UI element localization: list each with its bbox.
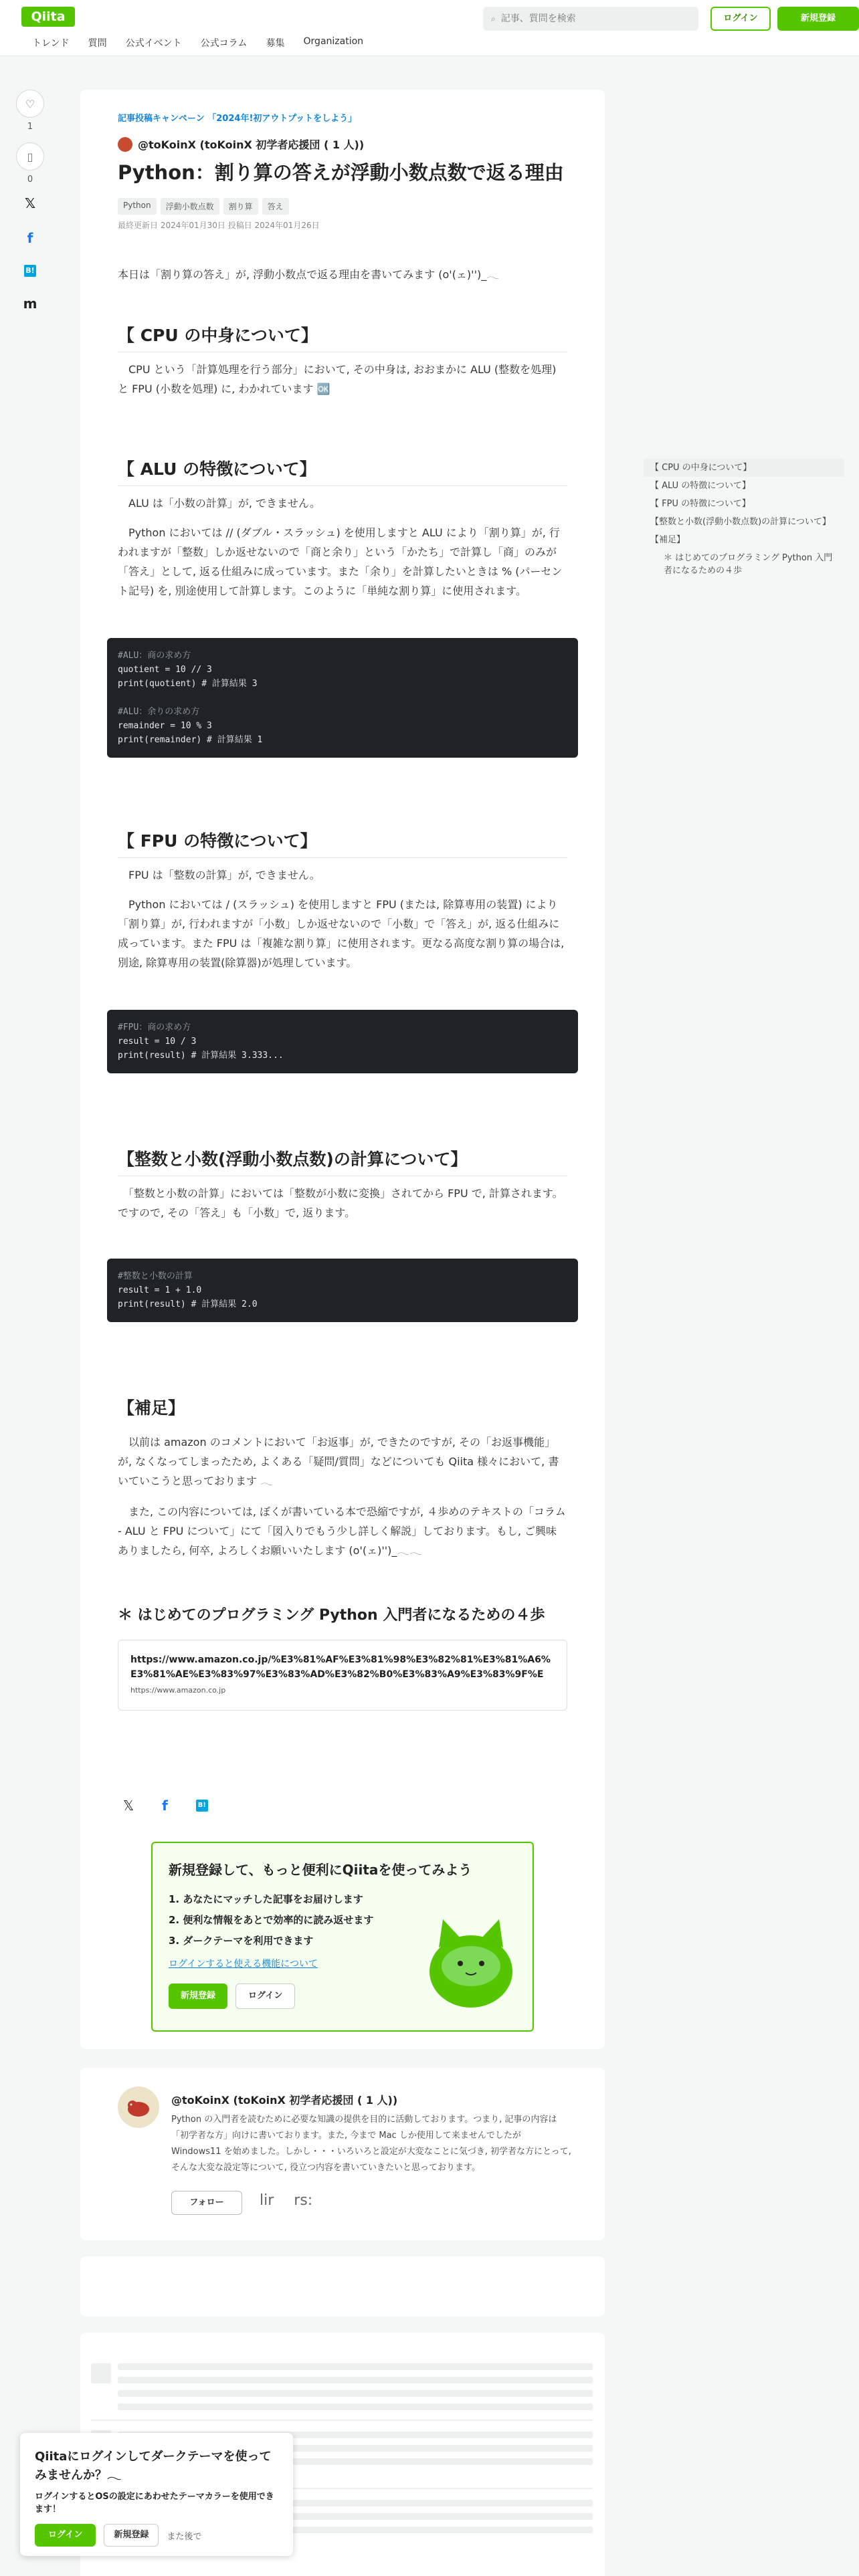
stock-icon: ▯: [27, 150, 33, 163]
author-profile-card: [80, 2068, 605, 2240]
facebook-icon[interactable]: f: [162, 1798, 168, 1814]
profile-avatar[interactable]: [118, 2086, 159, 2128]
dark-theme-toast: [20, 2433, 293, 2556]
code-line: print(quotient) # 計算結果 3: [118, 679, 258, 689]
cta-benefit: 2. 便利な情報をあとで効率的に読み返せます: [169, 1914, 374, 1926]
author-avatar[interactable]: [118, 137, 132, 152]
article-dates: 最終更新日 2024年01月30日 投稿日 2024年01月26日: [118, 221, 320, 230]
toc-item[interactable]: 【整数と小数(浮動小数点数)の計算について】: [650, 517, 831, 527]
search-input[interactable]: [501, 13, 682, 24]
toc-item[interactable]: ＊ はじめてのプログラミング Python 入門者になるための４歩: [664, 553, 833, 576]
author-name[interactable]: @toKoinX (toKoinX 初学者応援団 ( 1 人)): [138, 138, 365, 151]
toast-login-button[interactable]: ログイン: [35, 2524, 96, 2547]
hatena-icon[interactable]: B!: [196, 1800, 208, 1812]
cta-benefit: 1. あなたにマッチした記事をお届けします: [169, 1893, 363, 1905]
signup-cta: [151, 1842, 534, 2032]
heading-cpu: 【 CPU の中身について】: [118, 322, 567, 352]
tag-python[interactable]: Python: [118, 198, 157, 215]
paragraph-note-2: また, この内容については, ぼくが書いている本で恐縮ですが, ４歩めのテキストの「コラム - ALU と FPU について」にて「図入りでもう少し詳しく解説」しております。もし, ご興味ありましたら, 何卒, よろしくお願いいたします (o'(ェ)'')_𓂃𓂃: [118, 1505, 566, 1557]
nav-events[interactable]: 公式イベント: [125, 38, 182, 49]
heading-note: 【補足】: [118, 1398, 185, 1418]
action-sidebar: [13, 90, 47, 330]
qiita-mascot-illustration: [425, 1910, 516, 2010]
skeleton-line: [118, 2363, 593, 2370]
article-title: Python：割り算の答えが浮動小数点数で返る理由: [118, 161, 564, 184]
cta-buttons: [169, 1983, 295, 2009]
like-button[interactable]: [16, 90, 44, 118]
heart-icon: ♡: [25, 97, 35, 110]
cta-title: 新規登録して、もっと便利にQiitaを使ってみよう: [169, 1862, 472, 1878]
signup-button[interactable]: 新規登録: [777, 7, 859, 31]
cta-login-button[interactable]: ログイン: [235, 1983, 295, 2009]
skeleton-block: [91, 2363, 111, 2383]
toc-item[interactable]: 【 FPU の特徴について】: [650, 499, 751, 509]
nav-columns[interactable]: 公式コラム: [200, 38, 248, 49]
hatena-icon[interactable]: B!: [24, 265, 36, 277]
paragraph-note-1: 以前は amazon のコメントにおいて「お返事」が, できたのですが, その「お返事機能」が, なくなってしまったため, よくある「疑問/質問」などについても Qiita 様々において, 書いていこうと思っております 𓂃: [118, 1436, 559, 1487]
profile-links: [260, 2192, 312, 2209]
cta-signup-button[interactable]: 新規登録: [169, 1983, 227, 2009]
nav-trend[interactable]: トレンド: [32, 38, 70, 49]
profile-bio: Python の入門者を読むために必要な知識の提供を目的に活動しております。つまり, 記事の内容は「初学者な方」向けに書いております。また, 今まで Mac しか使用して来ませんでしたが Windows11 を始めました。しかし・・・いろいろと設定が大変なことに気づき, 初学者な方にとって, そんな大変な設定等について, 役立つ内容を書いていきたいと思っております。: [171, 2115, 571, 2173]
toast-buttons: [35, 2524, 201, 2547]
intro-paragraph: 本日は「割り算の答え」が, 浮動小数点で返る理由を書いてみます (o'(ェ)'')_𓂃: [118, 268, 499, 281]
code-block-mix[interactable]: [107, 1259, 578, 1322]
author-line[interactable]: [118, 136, 567, 152]
skeleton-line: [118, 2403, 593, 2410]
code-line: print(result) # 計算結果 2.0: [118, 1299, 258, 1309]
heading-alu: 【 ALU の特徴について】: [118, 456, 567, 486]
paragraph-fpu-2: Python においては / (スラッシュ) を使用しますと FPU (または, 除算専用の装置) により「割り算」が, 行われますが「小数」しか返せないので「小数」で「答え」が, 返る仕組みに成っています。また FPU は「複雑な割り算」に使用されます。更なる高度な割り算の場合は, 別途, 除算専用の装置(除算器)が処理しています。: [118, 898, 565, 969]
toc-item[interactable]: 【 CPU の中身について】: [644, 459, 844, 477]
paragraph-alu-1: ALU は「小数の計算」が, できません。: [118, 497, 320, 510]
code-line: print(remainder) # 計算結果 1: [118, 735, 263, 745]
profile-link[interactable]: rs:: [294, 2192, 313, 2209]
code-block-fpu[interactable]: [107, 1010, 578, 1073]
link-card[interactable]: [118, 1640, 567, 1711]
toast-later-button[interactable]: また後で: [167, 2531, 202, 2542]
toast-body: ログインするとOSの設定にあわせたテーマカラーを使用できます！: [35, 2492, 274, 2514]
tag-answer[interactable]: 答え: [262, 198, 289, 215]
follow-button[interactable]: フォロー: [171, 2191, 242, 2215]
campaign-link[interactable]: [118, 111, 567, 124]
profile-link[interactable]: lir: [260, 2192, 274, 2209]
code-line: #ALU：余りの求め方: [118, 707, 200, 717]
share-row: [123, 1798, 208, 1814]
skeleton-divider: [91, 2420, 593, 2421]
main-nav: [32, 36, 363, 49]
code-line: #ALU：商の求め方: [118, 651, 191, 661]
paragraph-mix: 「整数と小数の計算」においては「整数が小数に変換」されてから FPU で, 計算されます。ですので, その「答え」も「小数」で, 返ります。: [118, 1187, 563, 1219]
paragraph-fpu-1: FPU は「整数の計算」が, できません。: [118, 869, 320, 881]
paragraph-cpu: CPU という「計算処理を行う部分」において, その中身は, おおまかに ALU (整数を処理) と FPU (小数を処理) に, わかれています 🆗: [118, 363, 557, 395]
tag-list: [118, 198, 567, 215]
empty-card: [80, 2256, 605, 2317]
search-box[interactable]: [483, 7, 698, 31]
like-count: 1: [27, 122, 33, 132]
tag-float[interactable]: 浮動小数点数: [161, 198, 219, 215]
nav-organization[interactable]: Organization: [303, 36, 364, 47]
skeleton-line: [118, 2377, 593, 2383]
x-share-icon[interactable]: 𝕏: [24, 195, 36, 211]
stock-button[interactable]: [16, 142, 44, 171]
code-line: result = 1 + 1.0: [118, 1285, 202, 1295]
toast-signup-button[interactable]: 新規登録: [104, 2524, 159, 2547]
login-button[interactable]: ログイン: [710, 7, 771, 31]
campaign-text[interactable]: 記事投稿キャンペーン 「2024年!初アウトプットをしよう」: [118, 114, 357, 124]
heading-mix: 【整数と小数(浮動小数点数)の計算について】: [118, 1146, 567, 1176]
paragraph-alu-2: Python においては // (ダブル・スラッシュ) を使用しますと ALU により「割り算」が, 行われますが「整数」しか返せないので「商と余り」という「かたち」で計算し「商」のみが「答え」として, 返る仕組みに成っています。また「余り」を計算したいときは % (パーセント記号) を, 別途使用して計算します。このように「単純な割り算」に使用されます。: [118, 526, 563, 597]
toast-title: Qiitaにログインしてダークテーマを使ってみませんか？𓂃: [35, 2450, 272, 2482]
link-card-url[interactable]: https://www.amazon.co.jp: [130, 1686, 226, 1695]
toc-item[interactable]: 【 ALU の特徴について】: [650, 481, 751, 491]
code-line: quotient = 10 // 3: [118, 665, 212, 675]
code-line: [118, 691, 567, 705]
code-line: result = 10 / 3: [118, 1037, 197, 1047]
site-header: [0, 0, 859, 56]
code-block-alu[interactable]: [107, 638, 578, 758]
skeleton-line: [118, 2390, 593, 2397]
code-line: remainder = 10 % 3: [118, 721, 212, 731]
article-card: [80, 90, 605, 2049]
x-share-icon[interactable]: 𝕏: [123, 1798, 134, 1814]
code-line: print(result) # 計算結果 3.333...: [118, 1051, 284, 1061]
toc-item[interactable]: 【補足】: [650, 535, 686, 545]
facebook-icon[interactable]: f: [27, 230, 33, 246]
cta-benefit: 3. ダークテーマを利用できます: [169, 1935, 314, 1947]
code-line: #FPU：商の求め方: [118, 1023, 191, 1033]
tag-division[interactable]: 割り算: [223, 198, 258, 215]
cta-features-link[interactable]: ログインすると使える機能について: [169, 1959, 318, 1969]
profile-name[interactable]: @toKoinX (toKoinX 初学者応援団 ( 1 人)): [171, 2094, 398, 2107]
nav-recruit[interactable]: 募集: [266, 38, 285, 49]
search-icon: ⌕: [491, 13, 496, 23]
qiita-logo[interactable]: Qiita: [21, 7, 75, 27]
code-line: #整数と小数の計算: [118, 1271, 193, 1281]
table-of-contents: [644, 459, 844, 580]
medium-icon[interactable]: m: [23, 296, 37, 312]
heading-book: ＊ はじめてのプログラミング Python 入門者になるための４歩: [118, 1607, 545, 1624]
nav-questions[interactable]: 質問: [88, 38, 107, 49]
bird-avatar-icon: [118, 2086, 159, 2128]
link-card-title[interactable]: https://www.amazon.co.jp/%E3%81%AF%E3%81%98%E3%82%81%E3%81%A6%E3%81%AE%E3%83%97%E3%83%AD%E3%82%B0%E3%83%A9%E3%83%9F%E: [130, 1654, 551, 1680]
heading-fpu: 【 FPU の特徴について】: [118, 828, 567, 858]
stock-count: 0: [27, 175, 33, 185]
